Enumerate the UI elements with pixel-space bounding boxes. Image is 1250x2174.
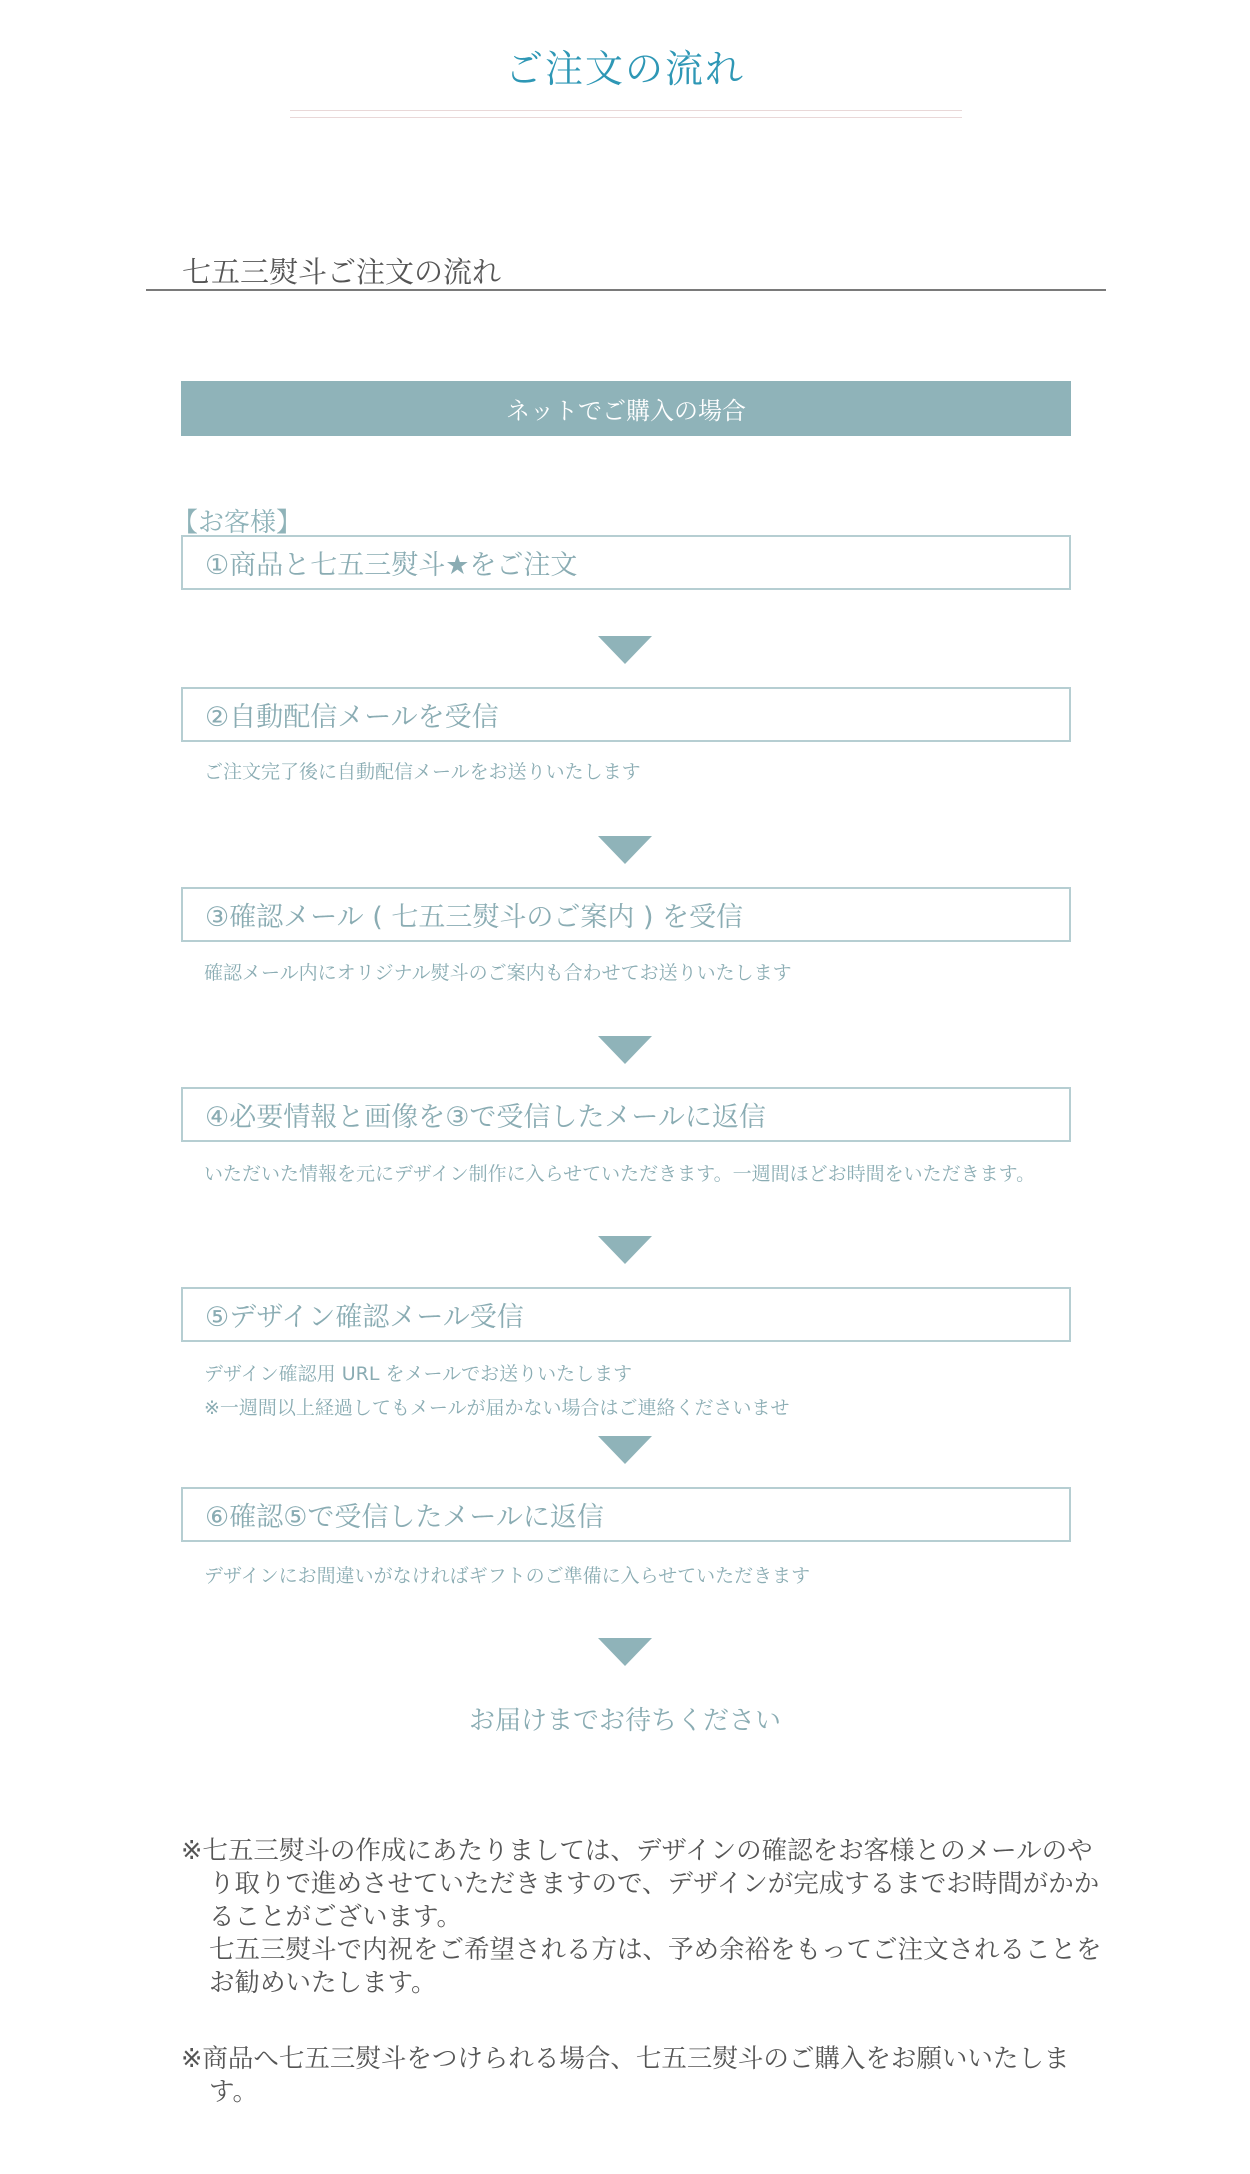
down-arrow-icon: [598, 1638, 652, 1666]
remark-1: [181, 1835, 1109, 2000]
step-3-box: ③確認メール ( 七五三熨斗のご案内 ) を受信: [181, 887, 1071, 942]
step-2-box: ②自動配信メールを受信: [181, 687, 1071, 742]
page-title: ご注文の流れ: [504, 47, 745, 91]
remark-1-text-2: 七五三熨斗で内祝をご希望される方は、予め余裕をもってご注文されることをお勧めいたします。: [209, 1935, 1102, 1998]
step-6-box: ⑥確認⑤で受信したメールに返信: [181, 1487, 1071, 1542]
down-arrow-icon: [598, 636, 652, 664]
title-divider: [290, 110, 962, 118]
step-4-note: いただいた情報を元にデザイン制作に入らせていただきます。一週間ほどお時間をいただきます。: [204, 1163, 1036, 1185]
step-3-note: 確認メール内にオリジナル熨斗のご案内も合わせてお送りいたします: [204, 962, 792, 984]
step-5-note-warning: ※一週間以上経過してもメールが届かない場合はご連絡くださいませ: [204, 1397, 790, 1419]
remark-2: ※商品へ七五三熨斗をつけられる場合、七五三熨斗のご購入をお願いいたします。: [181, 2044, 1070, 2107]
section-divider: [146, 289, 1106, 291]
down-arrow-icon: [598, 1436, 652, 1464]
step-5-note: デザイン確認用 URL をメールでお送りいたします: [204, 1363, 633, 1385]
customer-label: 【お客様】: [172, 508, 303, 538]
down-arrow-icon: [598, 836, 652, 864]
step-1-box: ①商品と七五三熨斗★をご注文: [181, 535, 1071, 590]
down-arrow-icon: [598, 1036, 652, 1064]
step-4-box: ④必要情報と画像を③で受信したメールに返信: [181, 1087, 1071, 1142]
remark-1-text: ※七五三熨斗の作成にあたりましては、デザインの確認をお客様とのメールのやり取りで進めさせていただきますので、デザインが完成するまでお時間がかかることがございます。: [181, 1836, 1100, 1932]
purchase-method-banner: ネットでご購入の場合: [181, 381, 1071, 436]
down-arrow-icon: [598, 1236, 652, 1264]
section-heading: 七五三熨斗ご注文の流れ: [182, 255, 502, 289]
delivery-message: お届けまでお待ちください: [468, 1706, 781, 1736]
step-5-box: ⑤デザイン確認メール受信: [181, 1287, 1071, 1342]
step-2-note: ご注文完了後に自動配信メールをお送りいたします: [204, 761, 641, 783]
step-6-note: デザインにお間違いがなければギフトのご準備に入らせていただきます: [204, 1565, 811, 1587]
